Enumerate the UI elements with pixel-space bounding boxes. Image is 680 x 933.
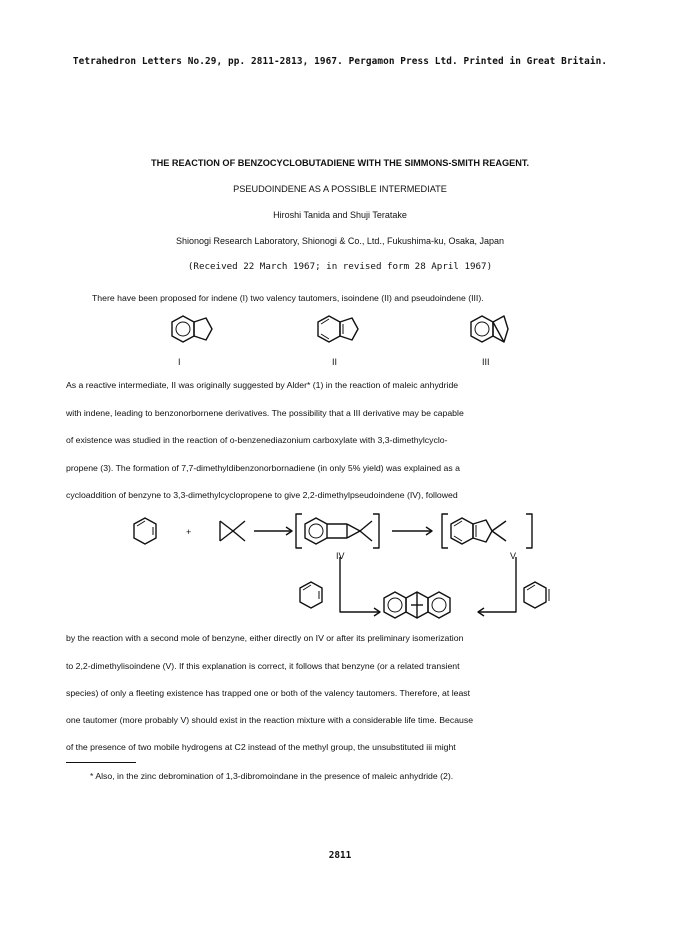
label-III: III	[482, 357, 490, 367]
para1-line4: propene (3). The formation of 7,7-dimethyldibenzonorbornadiene (in only 5% yield) was explained as a	[66, 463, 460, 473]
footnote-rule	[66, 762, 136, 763]
label-II: II	[332, 357, 338, 367]
label-IV: IV	[336, 551, 345, 561]
intro-line: There have been proposed for indene (I) two valency tautomers, isoindene (II) and pseudoindene (III).	[92, 293, 484, 303]
page-number: 2811	[328, 850, 352, 861]
para2-line4: one tautomer (more probably V) should exist in the reaction mixture with a considerable life time. Because	[66, 715, 474, 725]
para2-line3: species) of only a fleeting existence has trapped one or both of the valency tautomers. Therefore, at least	[66, 688, 471, 698]
scheme-plus: +	[186, 527, 192, 537]
paper-title-line1: THE REACTION OF BENZOCYCLOBUTADIENE WITH THE SIMMONS-SMITH REAGENT.	[150, 158, 530, 168]
paper-title-line2: PSEUDOINDENE AS A POSSIBLE INTERMEDIATE	[233, 184, 447, 194]
footnote: * Also, in the zinc debromination of 1,3-dibromoindane in the presence of maleic anhydride (2).	[90, 771, 454, 781]
para1-line2: with indene, leading to benzonorbornene derivatives. The possibility that a III derivative may be capable	[66, 408, 464, 418]
para1-line5: cycloaddition of benzyne to 3,3-dimethylcyclopropene to give 2,2-dimethylpseudoindene (IV), followed	[66, 490, 458, 500]
para2-line5: of the presence of two mobile hydrogens at C2 instead of the methyl group, the unsubstituted iii might	[66, 742, 456, 752]
para1-line3: of existence was studied in the reaction of o-benzenediazonium carboxylate with 3,3-dimethylcyclo-	[66, 435, 448, 445]
journal-header: Tetrahedron Letters No.29, pp. 2811-2813, 1967. Pergamon Press Ltd. Printed in Great Britain.	[72, 56, 608, 67]
label-I: I	[178, 357, 181, 367]
structure-IV	[305, 518, 372, 544]
para2-line1: by the reaction with a second mole of benzyne, either directly on IV or after its preliminary isomerization	[66, 633, 464, 643]
dibenzonorbornadiene-product	[384, 592, 450, 618]
indene-structure-I	[172, 316, 212, 342]
authors: Hiroshi Tanida and Shuji Teratake	[273, 210, 407, 220]
affiliation: Shionogi Research Laboratory, Shionogi & Co., Ltd., Fukushima-ku, Osaka, Japan	[175, 236, 504, 246]
pseudoindene-structure-III	[471, 316, 508, 342]
para2-line2: to 2,2-dimethylisoindene (V). If this explanation is correct, it follows that benzyne (or a related transient	[66, 661, 460, 671]
benzyne-2	[300, 582, 322, 608]
benzyne-1	[134, 518, 156, 544]
dimethylcyclopropene	[220, 521, 245, 541]
benzyne-3	[524, 582, 549, 608]
para1-line1: As a reactive intermediate, II was originally suggested by Alder* (1) in the reaction of maleic anhydride	[66, 380, 459, 390]
label-V: V	[510, 551, 517, 561]
received-dates: (Received 22 March 1967; in revised form 28 April 1967)	[187, 261, 493, 272]
isoindene-structure-II	[318, 316, 358, 342]
structure-V	[451, 518, 506, 544]
